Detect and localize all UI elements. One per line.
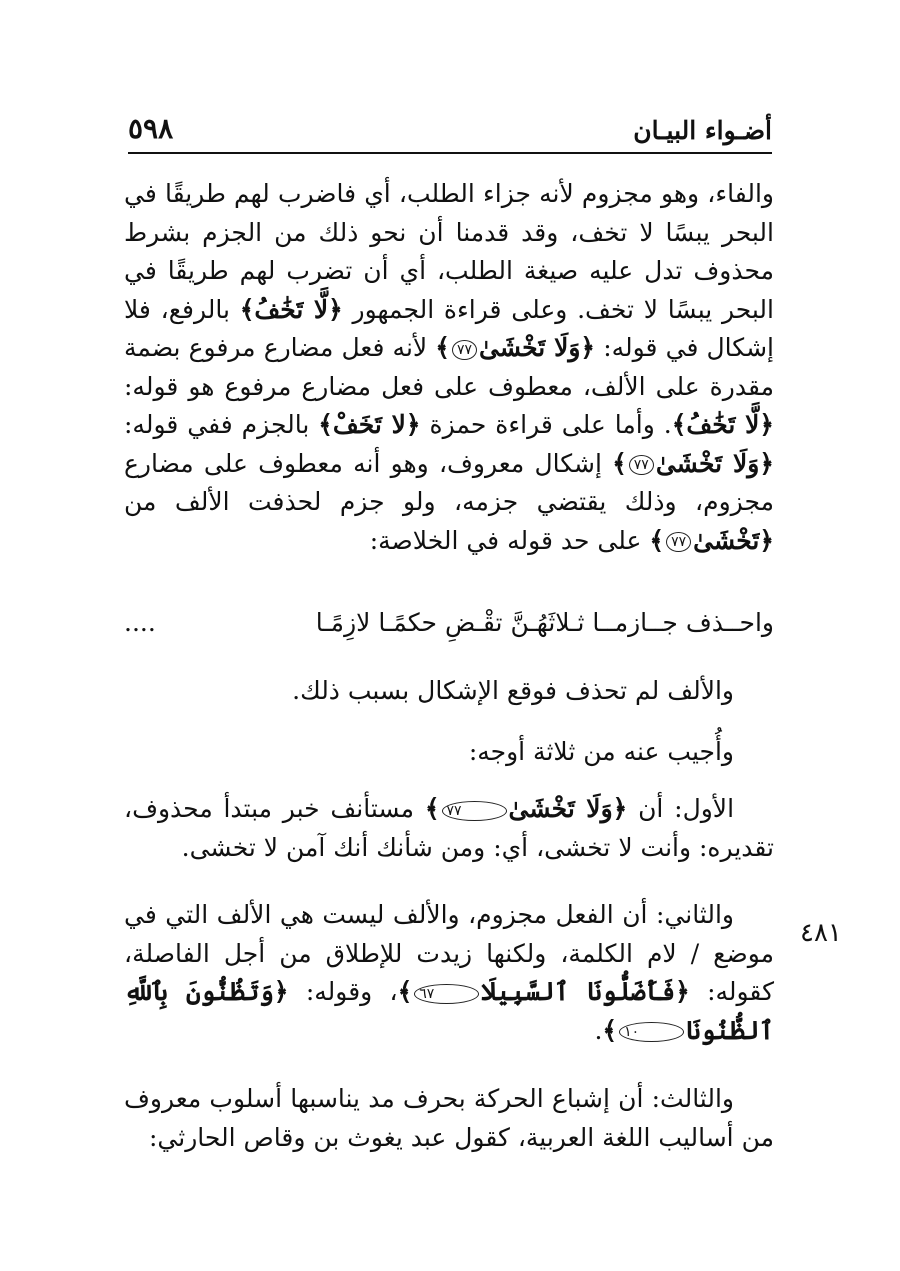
paragraph-1 xyxy=(124,175,774,560)
paragraph-text: والألف لم تحذف فوقع الإشكال بسبب ذلك. xyxy=(292,676,734,705)
page-number: ٥٩٨ xyxy=(128,112,174,145)
text-run: على حد قوله في الخلاصة: xyxy=(369,525,650,555)
quran-quote-end: ﴾ xyxy=(424,794,440,823)
text-run: والفاء، وهو مجزوم لأنه جزاء الطلب، أي فاضرب لهم طريقًا في البحر يبسًا لا تخف، وقد قدمنا أن نحو ذلك من الجزم بشرط محذوف تدل عليه صيغة الطلب، أي أن تضرب لهم طريقًا في البحر يبسًا لا تخف. وعلى قراءة الجمهور xyxy=(124,179,774,324)
quran-quote: ﴿لَّا تَخَٰفُ﴾ xyxy=(239,294,343,324)
quran-quote: ﴿لا تَخَفْ﴾ xyxy=(318,410,421,439)
running-title: أضـواء البيـان xyxy=(633,116,772,145)
paragraph-6 xyxy=(124,1080,774,1157)
quran-quote: ﴿تَخْشَىٰ xyxy=(693,525,774,555)
ayah-number-marker: ١٠ xyxy=(619,1022,684,1042)
quran-quote-end: ﴾ xyxy=(397,977,413,1006)
text-run: إشكال معروف، وهو أنه معطوف على مضارع مجزوم، وذلك يقتضي جزمه، ولو جزم لحذفت الألف من xyxy=(124,448,774,516)
text-run: . xyxy=(594,1015,603,1045)
text-run: . وأما على قراءة حمزة xyxy=(420,410,672,439)
ayah-number-marker: ٧٧ xyxy=(666,532,691,552)
verse-ellipsis: .... xyxy=(124,608,156,637)
quran-quote-end: ﴾ xyxy=(649,525,665,555)
text-run: مستأنف خبر مبتدأ محذوف، تقديره: وأنت لا تخشى، أي: ومن شأنك أنك آمن لا تخشى. xyxy=(124,794,774,862)
ayah-number-marker: ٧٧ xyxy=(442,801,507,821)
ayah-number-marker: ٦٧ xyxy=(414,984,479,1004)
quran-quote-end: ﴾ xyxy=(612,448,627,478)
verse-hemistich: واحــذف جــازمــا ثـلاثَهُـنَّ تقْـضِ حكمًـا لازِمًـا xyxy=(315,608,774,637)
paragraph-4 xyxy=(124,790,774,867)
paragraph-2 xyxy=(124,672,774,711)
quran-quote: ﴿فَأَضَلُّونَا ٱلسَّبِيلَا xyxy=(481,977,690,1006)
quran-quote-end: ﴾ xyxy=(602,1015,618,1045)
quran-quote: ﴿لَّا تَخَٰفُ﴾ xyxy=(671,410,775,439)
text-run: بالرفع، فلا إشكال في قوله: xyxy=(124,294,775,362)
paragraph-text: والثالث: أن إشباع الحركة بحرف مد يناسبها أسلوب معروف من أساليب اللغة العربية، كقول عبد يغوث بن وقاص الحارثي: xyxy=(124,1084,774,1152)
text-run: بالجزم ففي قوله: xyxy=(124,410,319,439)
quran-quote: ﴿وَلَا تَخْشَىٰ xyxy=(508,794,628,823)
text-run: الأول: أن xyxy=(627,794,735,823)
paragraph-text: وأُجيب عنه من ثلاثة أوجه: xyxy=(468,737,734,766)
page-header xyxy=(128,108,772,154)
quran-quote: ﴿وَتَظُنُّونَ بِٱللَّهِ ٱلظُّنُونَا xyxy=(124,977,774,1045)
poetry-verse xyxy=(124,608,774,648)
text-run: والثاني: أن الفعل مجزوم، والألف ليست هي الألف التي في موضع / لام الكلمة، ولكنها زيدت للإطلاق من أجل الفاصلة، كقوله: xyxy=(124,900,774,1006)
paragraph-3 xyxy=(124,733,774,772)
ayah-number-marker: ٧٧ xyxy=(629,455,654,475)
quran-quote-end: ﴾ xyxy=(435,333,450,362)
quran-quote: ﴿وَلَا تَخْشَىٰ xyxy=(655,448,774,478)
ayah-number-marker: ٧٧ xyxy=(452,340,477,360)
text-run: ، وقوله: xyxy=(288,977,398,1006)
margin-page-number: ٤٨١ xyxy=(800,918,842,948)
quran-quote: ﴿وَلَا تَخْشَىٰ xyxy=(478,333,596,362)
text-run: لأنه فعل مضارع مرفوع بضمة مقدرة على الألف، معطوف على فعل مضارع مرفوع هو قوله: xyxy=(124,333,774,401)
paragraph-5 xyxy=(124,896,774,1050)
